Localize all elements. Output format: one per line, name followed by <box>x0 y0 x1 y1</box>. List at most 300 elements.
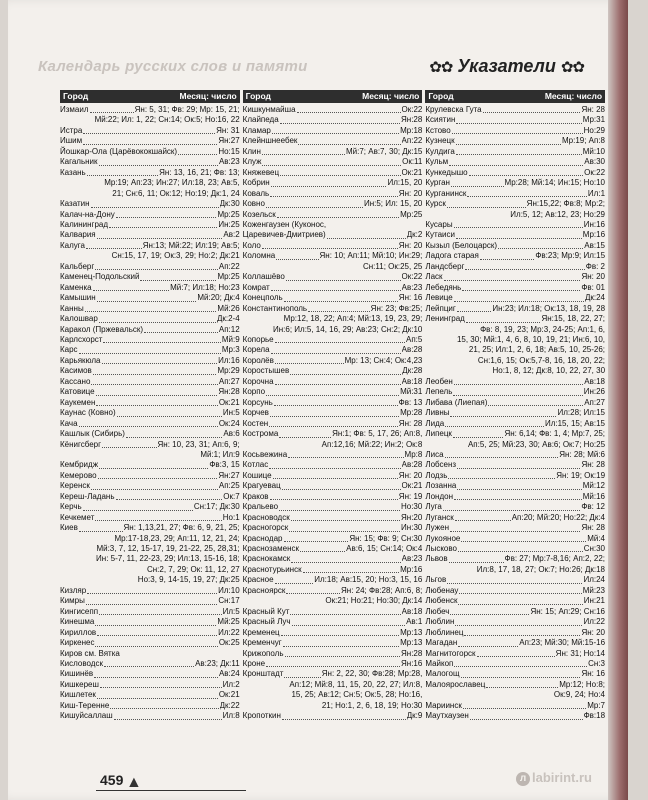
index-entry <box>243 178 423 188</box>
date-list: Ав:2 <box>223 230 240 240</box>
city-name: Лиса <box>425 449 444 459</box>
leader-dots <box>275 583 314 584</box>
city-name: Кламар <box>242 125 271 135</box>
date-list: Ок:24 <box>218 418 240 428</box>
index-entry <box>243 502 423 512</box>
city-name: Ладога старая <box>425 251 479 261</box>
leader-dots <box>178 154 217 155</box>
leader-dots <box>275 384 401 385</box>
city-name: Лысково <box>425 544 457 554</box>
city-name: Любенау <box>425 585 459 595</box>
leader-dots <box>103 342 220 343</box>
date-list-continuation: 21; Сн:6, 11; Ок:12; Но:19; Дк:1, 24 <box>112 188 240 198</box>
index-entry <box>243 481 423 491</box>
column-header <box>60 90 240 103</box>
city-name: Кишкереш <box>60 679 99 689</box>
leader-dots <box>102 363 218 364</box>
date-list: Ил:22 <box>583 617 606 627</box>
date-list: Ян: 19 <box>398 491 423 501</box>
city-name: Краснокамск <box>242 554 291 564</box>
city-name: Кулдига <box>425 146 455 156</box>
date-list-continuation: Ок:21; Но:21; Но:30; Дк:14 <box>325 596 423 606</box>
leader-dots <box>308 311 370 312</box>
city-name: Ксиятин <box>425 115 456 125</box>
leader-dots <box>96 405 217 406</box>
date-list-continuation: 21, 25; Ил:1, 2, 6, 18; Ав:5, 10, 25-26; <box>468 345 606 355</box>
leader-dots <box>450 614 529 615</box>
city-name: Левице <box>425 293 453 303</box>
date-list: Ок:21 <box>401 481 423 491</box>
city-name: Ишим <box>60 136 83 146</box>
date-list-continuation: Ин: 5-7, 11, 22-23, 29; Ил:13, 15-16, 18; <box>96 554 240 564</box>
index-entry <box>425 638 605 648</box>
column-header-city: Город <box>245 91 271 101</box>
city-name: Лодзь <box>425 470 448 480</box>
date-list: Мр:16 <box>400 564 423 574</box>
index-entry <box>425 596 605 606</box>
leader-dots <box>144 332 218 333</box>
index-entry <box>425 199 605 220</box>
city-name: Казатин <box>60 199 90 209</box>
date-list-continuation: Мй:22; Ил: 1, 22; Сн:14; Ок:5; Но:16, 22 <box>94 115 240 125</box>
date-list-continuation: Сн:11; Ок:25, 25 <box>362 261 423 271</box>
index-entry <box>243 638 423 648</box>
date-list: Дк:22 <box>219 700 240 710</box>
date-list: Но:29 <box>583 125 606 135</box>
index-entry <box>60 481 240 491</box>
index-entry <box>60 429 240 439</box>
leader-dots <box>99 165 218 166</box>
leader-dots <box>461 677 581 678</box>
index-entry <box>425 168 605 178</box>
index-entry <box>425 649 605 659</box>
city-name: Корочна <box>242 376 274 386</box>
index-entry <box>425 471 605 481</box>
city-name: Львов <box>425 554 448 564</box>
date-list: Ав:24 <box>218 669 240 679</box>
date-list: Ян: 1,13,21, 27; Фв: 6, 9, 21, 25; <box>123 523 240 533</box>
city-name: Любеч <box>425 606 450 616</box>
city-name: Кошице <box>242 470 272 480</box>
date-list: Ян: 6,14; Фв: 1, 4; Мр:7, 25; <box>504 429 606 439</box>
index-entry <box>243 335 423 345</box>
date-list: Мй:4 <box>587 533 606 543</box>
city-name: Кальберг <box>60 261 95 271</box>
date-list: Ин:26 <box>583 387 606 397</box>
leader-dots <box>447 207 526 208</box>
leader-dots <box>102 447 156 448</box>
city-name: Майкоп <box>425 659 454 669</box>
date-list: Ок:22 <box>401 272 423 282</box>
index-entry <box>243 617 423 627</box>
leader-dots <box>95 646 217 647</box>
ornament-right-icon: ✿✿ <box>560 59 584 76</box>
index-entry <box>60 157 240 167</box>
leader-dots <box>279 437 331 438</box>
leader-dots <box>457 468 580 469</box>
city-name: Измаил <box>60 105 89 114</box>
index-entry <box>243 251 423 272</box>
date-list: Ян:16 <box>401 659 423 669</box>
date-list: Мй:7; Ил:18; Но:23 <box>170 282 240 292</box>
date-list-continuation: Ап:12; Мй:8, 11, 15, 20, 22, 27; Ил:8, <box>289 679 423 689</box>
date-list: Мр:3 <box>221 345 240 355</box>
leader-dots <box>444 280 581 281</box>
leader-dots <box>486 687 558 688</box>
index-entry <box>60 419 240 429</box>
city-name: Царевичев-Дмитриев) <box>242 230 326 240</box>
leader-dots <box>450 531 580 532</box>
date-list: Ян: 20 <box>581 627 606 637</box>
city-name: Луганск <box>425 512 454 522</box>
date-list: Мй:26 <box>217 303 240 313</box>
index-entry <box>425 178 605 188</box>
city-name: Калуга <box>60 240 85 250</box>
index-entry <box>60 440 240 461</box>
index-entry <box>243 377 423 387</box>
leader-dots <box>93 374 217 375</box>
city-name: Крижополь <box>242 648 284 658</box>
leader-dots <box>483 112 581 113</box>
city-name: Кусары <box>425 219 453 229</box>
watermark-logo-icon: л <box>516 772 530 786</box>
city-name: Красный Луч <box>242 617 291 627</box>
index-entry <box>60 638 240 648</box>
date-list-continuation: Мр:19; Ап:23; Ин:27; Ил:18, 23; Ав:5, <box>104 178 240 188</box>
city-name: Кагальник <box>60 157 98 167</box>
city-name: Курск <box>425 199 446 209</box>
index-entry <box>243 659 423 669</box>
date-list: Мр:18 <box>400 125 423 135</box>
index-entry <box>60 377 240 387</box>
book-page <box>8 0 628 800</box>
index-entry <box>425 136 605 146</box>
index-entry <box>60 669 240 679</box>
city-name: Конецполь <box>242 293 283 303</box>
index-entry <box>60 147 240 157</box>
city-name: Красное <box>242 575 274 585</box>
date-list: Ян:15,22; Фв:8; Мр:2; <box>526 199 606 209</box>
index-entry <box>243 398 423 408</box>
city-name: Курганинск <box>425 188 467 198</box>
leader-dots <box>453 395 582 396</box>
date-list: Но:15 <box>218 146 240 156</box>
date-list-continuation: Мр:12, 18, 22; Ап:4; Мй:13, 19, 23, 29; <box>283 314 423 324</box>
index-entry <box>243 586 423 607</box>
index-entry <box>60 304 240 314</box>
leader-dots <box>467 196 587 197</box>
leader-dots <box>95 269 218 270</box>
date-list-continuation: Сн:15, 17, 19; Ок:3, 29; Но:2; Дк:21 <box>111 251 240 261</box>
city-name: Кульм <box>425 157 449 167</box>
city-name: Льгов <box>425 575 447 585</box>
leader-dots <box>83 133 215 134</box>
date-list: Ав:23 <box>401 554 423 564</box>
city-name: Луга <box>425 502 442 512</box>
date-list: Мр:31 <box>582 115 606 125</box>
leader-dots <box>79 531 123 532</box>
index-entry <box>60 649 240 659</box>
city-name: Кишинёв <box>60 669 94 679</box>
index-entry <box>425 126 605 136</box>
date-list: Ян: 16 <box>581 669 606 679</box>
date-list: Мй:10 <box>582 146 606 156</box>
date-list: Ян: 28 <box>581 460 606 470</box>
leader-dots <box>271 186 387 187</box>
index-entry <box>243 565 423 575</box>
leader-dots <box>445 457 559 458</box>
city-name: Леобен <box>425 376 453 386</box>
city-name: Коваль <box>242 188 270 198</box>
date-list: Дк:9 <box>406 711 423 721</box>
city-name: Коло <box>242 240 261 250</box>
leader-dots <box>456 123 581 124</box>
leader-dots <box>458 551 583 552</box>
date-list: Дк:24 <box>584 293 606 303</box>
date-list: Ян: 31 <box>216 125 240 135</box>
leader-dots <box>282 719 406 720</box>
leader-dots <box>97 635 217 636</box>
page-number: 459 <box>100 772 124 788</box>
city-name: Кимры <box>60 596 85 606</box>
city-name: Краснотурьинск <box>242 564 302 574</box>
date-list: Ав:28 <box>401 345 423 355</box>
leader-dots <box>285 656 401 657</box>
date-list: Ян: 5, 31; Фв: 29; Мр: 15, 21; <box>134 105 240 114</box>
index-entry <box>425 230 605 240</box>
date-list: Ян:28 <box>401 648 423 658</box>
date-list: Ян: 13, 16, 21; Фв: 13; <box>159 167 240 177</box>
date-list: Ав:23 <box>218 157 240 167</box>
date-list: Но:1 <box>222 512 240 522</box>
leader-dots <box>110 708 218 709</box>
leader-dots <box>97 238 223 239</box>
date-list: Ап:12 <box>218 324 240 334</box>
leader-dots <box>282 489 401 490</box>
leader-dots <box>91 489 218 490</box>
date-list: Ил:1 <box>587 188 606 198</box>
leader-dots <box>443 510 580 511</box>
index-entry <box>425 251 605 261</box>
date-list: Ав:18 <box>401 606 423 616</box>
date-list: Мр:13 <box>400 638 423 648</box>
index-entry <box>425 262 605 272</box>
date-list-continuation: Ок:9, 24; Но:4 <box>553 690 606 700</box>
leader-dots <box>262 165 401 166</box>
index-entry <box>243 345 423 355</box>
leader-dots <box>97 301 197 302</box>
leader-dots <box>450 416 556 417</box>
city-name: Калвария <box>60 230 96 240</box>
date-list: Ян:28 <box>401 115 423 125</box>
leader-dots <box>455 625 582 626</box>
index-entry <box>425 534 605 544</box>
date-list: Мй:9 <box>221 334 240 344</box>
index-entry <box>425 147 605 157</box>
date-list: Ян: 10, 23, 31; Ап:6, 9; <box>157 439 240 449</box>
city-name: Клин <box>242 146 261 156</box>
date-list: Ил:18; Ав:15, 20; Но:3, 15, 16 <box>314 575 423 585</box>
index-entry <box>60 136 240 146</box>
index-entry <box>243 168 423 178</box>
leader-dots <box>327 238 406 239</box>
city-name: Каракол (Пржевальск) <box>60 324 144 334</box>
index-entry <box>243 554 423 564</box>
index-entry <box>425 680 605 701</box>
city-name: Краснозаменск <box>242 544 299 554</box>
index-entry <box>425 429 605 450</box>
city-name: Клайпеда <box>242 115 279 125</box>
city-name: Калошвар <box>60 314 98 324</box>
city-name: Канны <box>60 303 84 313</box>
index-entry <box>243 408 423 418</box>
date-list: Дк:2-4 <box>216 314 240 324</box>
index-entry <box>425 398 605 408</box>
date-list: Ян: 28; Мй:6 <box>559 449 606 459</box>
city-name: Липецк <box>425 429 452 439</box>
date-list: Ав:23; Дк:11 <box>195 659 240 669</box>
leader-dots <box>292 625 405 626</box>
date-list: Ин:25 <box>218 219 240 229</box>
leader-dots <box>83 144 217 145</box>
index-entry <box>425 513 605 523</box>
index-entry <box>243 387 423 397</box>
city-name: Кишкунмайша <box>242 105 296 114</box>
leader-dots <box>449 165 583 166</box>
date-list: Фв:3, 15 <box>209 460 240 470</box>
date-list: Ян: 20 <box>398 188 423 198</box>
city-name: Котлас <box>242 460 269 470</box>
date-list: Ил:24 <box>583 575 606 585</box>
city-name: Магнитогорск <box>425 648 476 658</box>
date-list: Ап:27 <box>218 376 240 386</box>
date-list-continuation: 15, 25; Ав:12; Сн:5; Ок:5, 28; Но:16, <box>291 690 423 700</box>
index-entry <box>60 513 240 523</box>
leader-dots <box>457 311 492 312</box>
date-list: Ав:28 <box>401 460 423 470</box>
city-name: Камышин <box>60 293 96 303</box>
city-name: Клуж <box>242 157 262 167</box>
index-entry <box>243 115 423 125</box>
index-entry <box>60 272 240 282</box>
entry-list <box>60 105 240 722</box>
index-entry <box>425 628 605 638</box>
index-entry <box>243 460 423 470</box>
city-name: Мариинск <box>425 700 462 710</box>
index-entry <box>425 304 605 314</box>
city-name: Коростышев <box>242 366 290 376</box>
leader-dots <box>453 437 504 438</box>
leader-dots <box>477 656 555 657</box>
column-header-month-day: Месяц: число <box>544 91 603 101</box>
index-entry <box>425 492 605 502</box>
index-entry <box>243 157 423 167</box>
index-column-3 <box>425 90 605 764</box>
leader-dots <box>280 175 400 176</box>
date-list: Ав:1 <box>406 617 423 627</box>
date-list: Мй:20; Дк:4 <box>197 293 240 303</box>
leader-dots <box>269 426 398 427</box>
city-name: Кременец <box>242 627 280 637</box>
index-entry <box>243 419 423 429</box>
city-name: Кобрин <box>242 178 270 188</box>
date-list: Ил:22 <box>218 627 240 637</box>
date-list: Ок:11 <box>402 157 423 167</box>
city-name: Ленинград <box>425 314 465 324</box>
leader-dots <box>457 489 581 490</box>
date-list: Мр:28; Мй:14; Ин:15; Но:10 <box>504 178 606 188</box>
index-entry <box>60 262 240 272</box>
leader-dots <box>87 175 158 176</box>
city-name: Красноводск <box>242 512 290 522</box>
leader-dots <box>448 478 555 479</box>
date-list: Мй:7; Ав:7, 30; Дк:15 <box>346 146 423 156</box>
leader-dots <box>286 280 401 281</box>
index-entry <box>243 523 423 533</box>
date-list: Ап:5 <box>406 334 423 344</box>
date-list: Ап:27 <box>584 397 606 407</box>
index-entry <box>425 293 605 303</box>
city-name: Кинешма <box>60 617 95 627</box>
date-list: Ян:1; Фв: 5, 17, 26; Ап:8, <box>332 429 423 439</box>
index-entry <box>243 304 423 335</box>
index-entry <box>243 649 423 659</box>
date-list: Ян: 23; Фв:25; <box>370 303 423 313</box>
index-entry <box>243 471 423 481</box>
index-entry <box>60 335 240 345</box>
index-entry <box>425 586 605 596</box>
city-name: Кызыл (Белоцарск) <box>425 240 498 250</box>
index-entry <box>243 575 423 585</box>
leader-dots <box>270 499 398 500</box>
date-list: Ян:27 <box>218 470 240 480</box>
city-name: Княжевец <box>242 167 280 177</box>
date-list: Ян: 31; Но:14 <box>555 648 606 658</box>
city-name: Кашлык (Сибирь) <box>60 429 125 439</box>
watermark <box>516 770 592 786</box>
index-entry <box>425 711 605 721</box>
date-list: Фв: 01 <box>581 282 606 292</box>
city-name: Кронштадт <box>242 669 284 679</box>
index-entry <box>243 136 423 146</box>
city-name: Истра <box>60 125 83 135</box>
index-entry <box>425 607 605 617</box>
date-list: Ап:25 <box>218 481 240 491</box>
header-ghost-text: Календарь русских слов и памяти <box>38 58 308 75</box>
date-list: Ян: 16 <box>398 293 423 303</box>
city-name: Каменец-Подольский <box>60 272 140 282</box>
city-name: Кисловодск <box>60 659 103 669</box>
leader-dots <box>96 395 218 396</box>
index-entry <box>425 377 605 387</box>
date-list: Фв: 13 <box>398 397 423 407</box>
index-entry <box>425 450 605 460</box>
leader-dots <box>79 353 221 354</box>
date-list: Ин:5 <box>222 408 240 418</box>
city-name: Козельск <box>242 209 276 219</box>
book-spine <box>608 0 628 800</box>
city-name: Карьякюла <box>60 355 101 365</box>
footer-rule <box>96 790 246 791</box>
index-entry <box>243 189 423 199</box>
city-name: Красноярск <box>242 585 286 595</box>
leader-dots <box>91 207 219 208</box>
index-entry <box>60 126 240 136</box>
leader-dots <box>300 551 345 552</box>
date-list: Ап:22 <box>401 136 423 146</box>
leader-dots <box>449 562 504 563</box>
leader-dots <box>456 144 561 145</box>
